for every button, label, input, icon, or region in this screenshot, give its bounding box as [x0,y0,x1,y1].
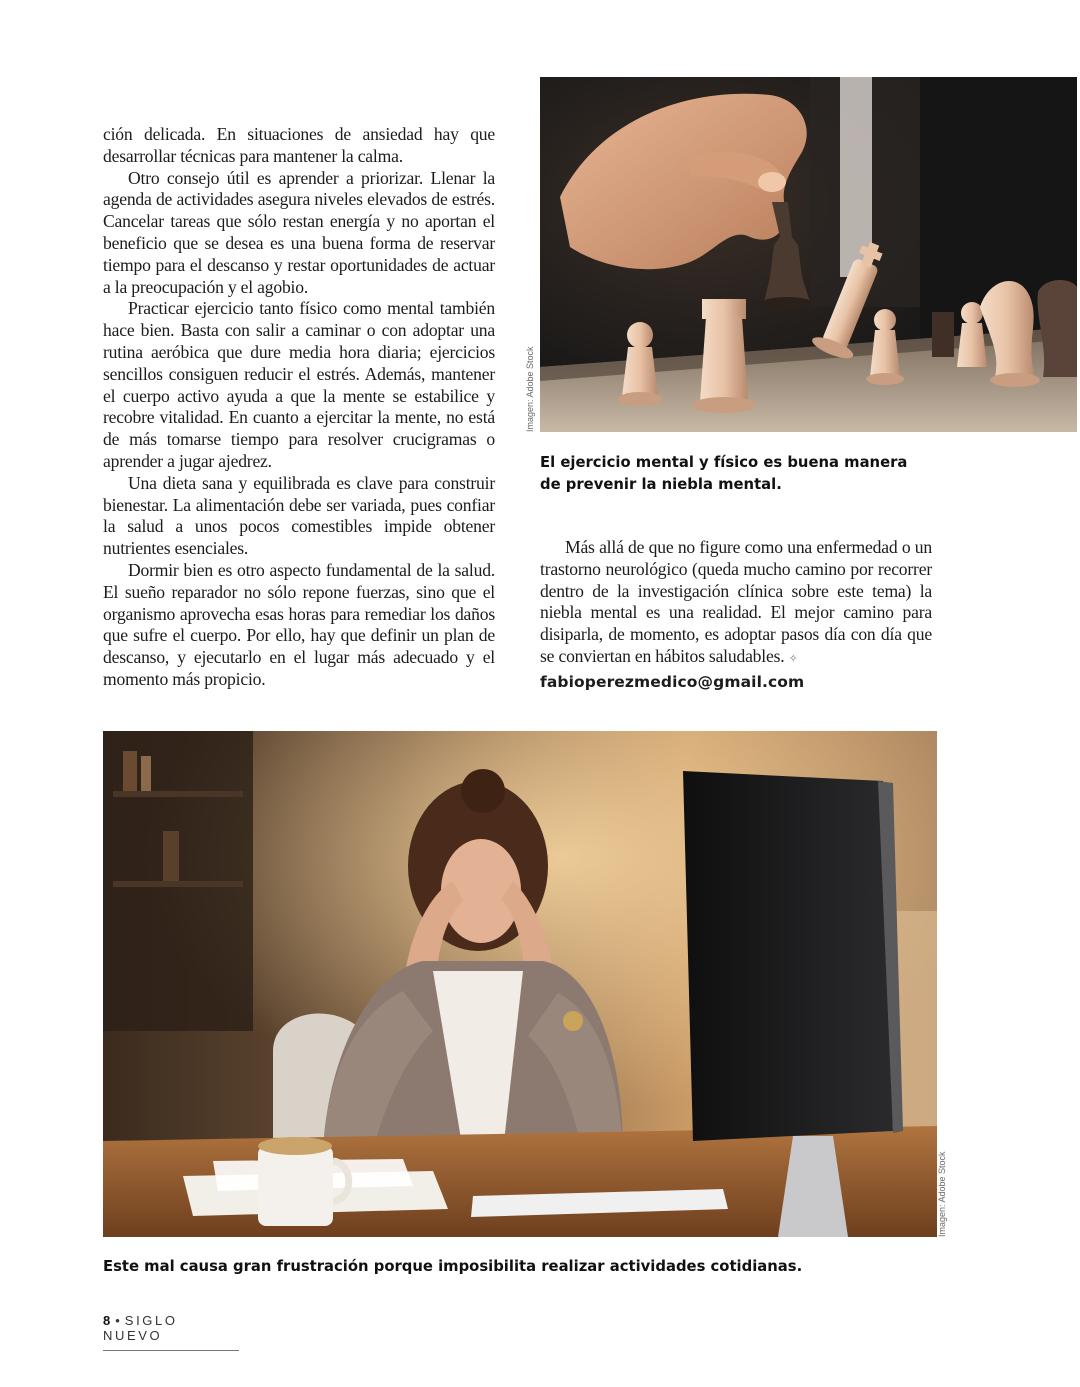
article-column-left [103,124,495,691]
photo-caption: El ejercicio mental y físico es buena manera de prevenir la niebla mental. [540,454,908,493]
closing-paragraph-text: Más allá de que no figure como una enfermedad o un trastorno neurológico (queda mucho camino por recorrer dentro de la investigación clínica sobre este tema) la niebla mental es una realidad. El mejor camino para disiparla, de momento, es adoptar pasos día con día que se conviertan en hábitos saludables. [540,537,932,666]
office-photo [103,731,937,1237]
article-column-right [540,537,932,694]
office-illustration [103,731,937,1237]
photo-caption: Este mal causa gran frustración porque imposibilita realizar actividades cotidianas. [103,1258,803,1275]
separator-dot: • [115,1313,120,1328]
paragraph: Dormir bien es otro aspecto fundamental de la salud. El sueño reparador no sólo repone fuerzas, sino que el organismo aprovecha esas horas para remediar los daños que sufre el cuerpo. Por ello, hay que definir un plan de descanso, y ejecutarlo en el lugar más adecuado y el momento más propicio. [103,559,495,689]
page-number: 8 [103,1313,111,1328]
magazine-name: SIGLO NUEVO [103,1313,178,1343]
paragraph: Practicar ejercicio tanto físico como mental también hace bien. Basta con salir a caminar o con adoptar una rutina aeróbica que dure media hora diaria; ejercicios sencillos consiguen reducir el estrés. Además, mantener el cuerpo activo ayuda a que la mente se estabilice y recobre vitalidad. En cuanto a ejercitar la mente, no está de más tomarse tiempo para resolver crucigramas o aprender a jugar ajedrez. [103,298,495,471]
author-email[interactable]: fabioperezmedico@gmail.com [540,672,805,691]
paragraph: Otro consejo útil es aprender a priorizar. Llenar la agenda de actividades asegura niveles elevados de estrés. Cancelar tareas que sólo restan energía y no aportan el beneficio que se desea es una buena forma de reservar tiempo para el descanso y restar oportunidades de actuar a la preocupación y el agobio. [103,167,495,297]
photo-credit: Imagen: Adobe Stock [525,346,535,432]
end-mark-icon: ✧ [788,652,798,665]
paragraph: Una dieta sana y equilibrada es clave para construir bienestar. La alimentación debe ser variada, pues confiar la salud a unos pocos comestibles impide obtener nutrientes esenciales. [103,472,495,559]
page-footer [103,1313,239,1351]
photo-credit: Imagen: Adobe Stock [937,1151,947,1237]
chess-illustration [540,77,1077,432]
paragraph [540,537,932,671]
paragraph: ción delicada. En situaciones de ansiedad hay que desarrollar técnicas para mantener la calma. [103,124,495,166]
chess-photo [540,77,1077,432]
